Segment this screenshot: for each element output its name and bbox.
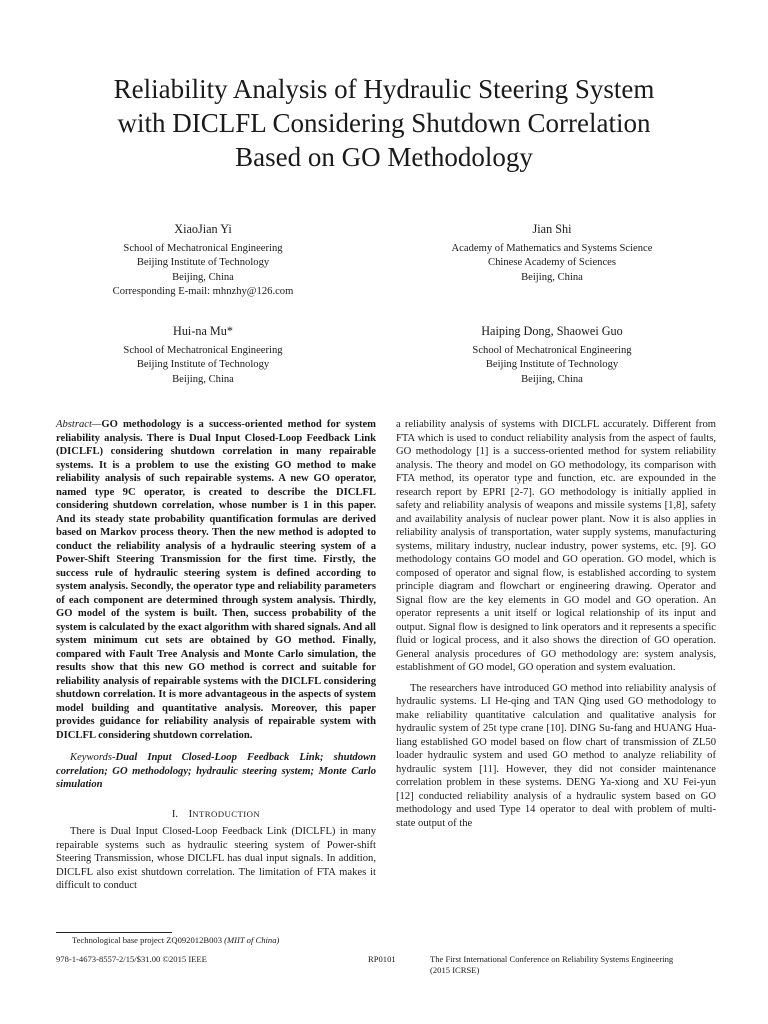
paper-title [40,72,728,174]
intro-paragraph: There is Dual Input Closed-Loop Feedback Link (DICLFL) in many repairable systems such as hydraulic steering system of Power-shift Steering Transmission, whose DICLFL has dual input signals. In addition, DICLFL also exist shutdown correlation. The limitation of FTA makes it difficult to conduct [56,826,376,891]
footer-conference [430,954,730,976]
body-paragraph: The researchers have introduced GO method into reliability analysis of hydraulic systems. LI He-qing and TAN Qing used GO methodology to make reliability quantitative calculation and qualitative analysis for hydraulic system of 25t type crane [10]. DING Su-fang and HUANG Hua-liang established GO model based on flow chart of transmission of ZL50 loader hydraulic system and used GO method to analyze reliability of hydraulic system [11]. However, they did not consider maintenance correlation problem in these systems. DENG Ya-xiong and XU Fei-yun [12] conducted reliability analysis of a hydraulic system based on GO methodology and used Type 14 operator to deal with problem of multi-state output of the [396,682,716,829]
author-block-1 [38,222,368,300]
footer-conference-line: The First International Conference on Reliability Systems Engineering [430,954,674,964]
section-title-rest: NTRODUCTION [192,808,261,819]
title-line: with DICLFL Considering Shutdown Correlation [117,108,651,138]
author-affiliation: Beijing, China [172,271,234,283]
author-block-2 [387,222,717,285]
author-block-3 [38,324,368,387]
author-affiliation: School of Mechatronical Engineering [472,344,632,356]
author-affiliation: Beijing Institute of Technology [485,359,619,371]
author-name: Jian Shi [532,222,572,236]
author-affiliation: Beijing, China [521,373,583,385]
keywords-lead: Keywords- [70,752,116,763]
right-column [396,418,716,830]
author-affiliation: Chinese Academy of Sciences [488,257,616,269]
footnote [72,935,279,945]
section-title-first: I [188,808,193,820]
author-affiliation: School of Mechatronical Engineering [123,242,283,254]
author-name: Haiping Dong, Shaowei Guo [481,324,623,338]
abstract [56,418,376,742]
footer-conference-line: (2015 ICRSE) [430,965,480,975]
title-line: Reliability Analysis of Hydraulic Steering System [113,74,655,104]
author-name: XiaoJian Yi [174,222,232,236]
author-name: Hui-na Mu* [173,324,233,338]
author-affiliation: Beijing Institute of Technology [136,359,270,371]
author-affiliation: Beijing, China [172,373,234,385]
keywords-text: Dual Input Closed-Loop Feedback Link; shutdown correlation; GO methodology; hydraulic steering system; Monte Carlo simulation [56,752,376,790]
body-paragraph: a reliability analysis of systems with DICLFL accurately. Different from FTA which is used to conduct reliability analysis from the aspect of faults, GO methodology [1] is a success-oriented method for system reliability analysis. The theory and model on GO methodology, its comparison with FTA method, its operator type and function, etc. are expounded in the research report by EPRI [2-7]. GO methodology is initially applied in safety and reliability analysis of weapons and missile systems [1,8], safety and availability analysis of nuclear power plant. Now it is also applies in reliability analysis of transportation, water supply systems, manufacturing systems, military industry, nuclear industry, power systems, etc. [9]. GO methodology contains GO model and GO operation. GO model, which is composed of operator and signal flow, is established according to system principle diagram and flowchart or engineering drawing. Operator and Signal flow are the key elements in GO model and GO operation. An operator represents a unit itself or logical relationship of its input and output. Signal flow is designed to link operators and it represents a specific fluid or logical process, and it also shows the direction of GO operation. General analysis procedures of GO methodology are: system analysis, establishment of GO model, GO operation and system evaluation. [396,419,716,673]
author-email: Corresponding E-mail: mhnzhy@126.com [112,286,294,298]
footnote-italic: (MIIT of China) [224,935,280,945]
section-number: I. [171,808,179,820]
author-affiliation: Academy of Mathematics and Systems Science [451,242,653,254]
author-affiliation: Beijing, China [521,271,583,283]
left-column [56,418,376,893]
footnote-divider [56,932,172,933]
author-block-4 [387,324,717,387]
author-affiliation: School of Mechatronical Engineering [123,344,283,356]
keywords [56,751,376,792]
section-heading-introduction [56,808,376,822]
abstract-text: GO methodology is a success-oriented method for system reliability analysis. There is Dual Input Closed-Loop Feedback Link (DICLFL) considering shutdown correlation in many repairable systems. It is a problem to use the existing GO method to make reliability analysis of such repairable systems. A new GO operator, named type 9C operator, is created to describe the DICLFL considering shutdown correlation, whose number is 1 in this paper. And its steady state probability quantification formulas are derived based on Markov process theory. Then the new method is adopted to conduct the reliability analysis of a hydraulic steering system of a Power-Shift Steering Transmission for the first time. Firstly, the success rule of hydraulic steering system is defined according to system analysis. Secondly, the operator type and reliability parameters of each component are determined through system analysis. Thirdly, GO model of the system is built. Then, success probability of the system is calculated by the exact algorithm with shared signals. And all system minimum cut sets are obtained by GO method. Finally, compared with Fault Tree Analysis and Monte Carlo simulation, the results show that this new GO method is correct and suitable for reliability analysis of repairable systems with the DICLFL considering shutdown correlation. It is more advantageous in the aspects of system model building and quantitative analysis. Moreover, this paper provides guidance for reliability analysis of repairable system with DICLFL considering shutdown correlation. [56,419,376,741]
footnote-text: Technological base project ZQ092012B003 [72,935,225,945]
author-affiliation: Beijing Institute of Technology [136,257,270,269]
footer-code: RP0101 [368,954,396,964]
footer-isbn: 978-1-4673-8557-2/15/$31.00 ©2015 IEEE [56,954,207,964]
title-line: Based on GO Methodology [235,142,533,172]
abstract-lead: Abstract— [56,419,102,430]
